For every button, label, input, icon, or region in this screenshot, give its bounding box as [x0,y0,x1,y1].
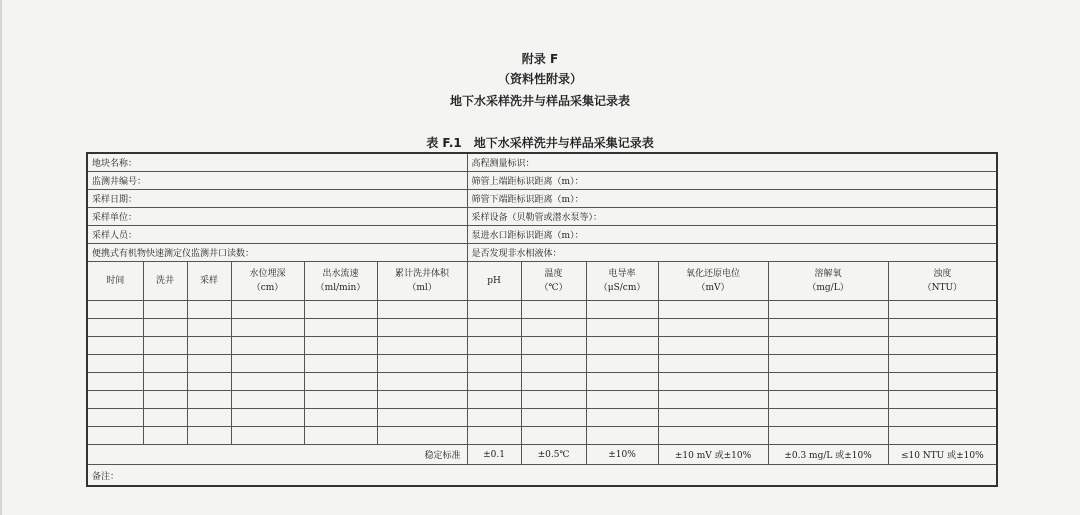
info-pump-inlet: 泵进水口距标识距离（m）： [467,226,997,244]
info-sample-unit: 采样单位： [87,208,467,226]
stability-conductivity: ±10% [586,445,658,465]
stability-label: 稳定标准 [87,445,467,465]
col-turbidity: 浊度 （NTU） [888,262,997,301]
col-purge: 洗井 [143,262,187,301]
info-elevation-mark: 高程测量标识： [467,153,997,172]
table-caption: 表 F.1 地下水采样洗井与样品采集记录表 [426,136,654,150]
col-sample: 采样 [187,262,231,301]
info-sampler: 采样人员： [87,226,467,244]
info-screen-top: 筛管上端距标识距离（m）： [467,172,997,190]
appendix-label: 附录 F [521,52,559,66]
blank-row [87,427,997,445]
info-row [87,153,997,172]
info-row [87,208,997,226]
appendix-type: （资料性附录） [497,72,582,86]
stability-ph: ±0.1 [467,445,521,465]
blank-row [87,337,997,355]
blank-row [87,409,997,427]
info-screen-bottom: 筛管下端距标识距离（m）： [467,190,997,208]
appendix-title: 地下水采样洗井与样品采集记录表 [449,94,630,108]
stability-turbidity: ≤10 NTU 或±10% [888,445,997,465]
stability-orp: ±10 mV 或±10% [658,445,768,465]
stability-dissolved-oxygen: ±0.3 mg/L 或±10% [768,445,888,465]
col-water-depth: 水位埋深 （cm） [231,262,304,301]
info-row [87,226,997,244]
info-sample-date: 采样日期： [87,190,467,208]
stability-row [87,445,997,465]
remarks-row [87,465,997,487]
blank-row [87,391,997,409]
blank-row [87,355,997,373]
col-orp: 氧化还原电位 （mV） [658,262,768,301]
stability-temperature: ±0.5℃ [521,445,586,465]
blank-row [87,319,997,337]
col-temperature: 温度 （℃） [521,262,586,301]
col-flow-rate: 出水流速 （ml/min） [304,262,377,301]
col-purge-volume: 累计洗井体积 （ml） [377,262,467,301]
col-conductivity: 电导率 （μS/cm） [586,262,658,301]
info-pid-reading: 便携式有机物快速测定仪监测井口读数： [87,244,467,262]
info-row [87,172,997,190]
blank-row [87,373,997,391]
info-site-name: 地块名称： [87,153,467,172]
col-dissolved-oxygen: 溶解氧 （mg/L） [768,262,888,301]
info-sample-equipment: 采样设备（贝勒管或潜水泵等）： [467,208,997,226]
info-row [87,244,997,262]
info-well-id: 监测井编号： [87,172,467,190]
remarks-label: 备注： [87,465,997,487]
col-time: 时间 [87,262,143,301]
col-ph: pH [467,262,521,301]
blank-row [87,301,997,319]
column-header-row [87,262,997,301]
record-table [86,152,998,487]
info-napl: 是否发现非水相液体： [467,244,997,262]
info-row [87,190,997,208]
